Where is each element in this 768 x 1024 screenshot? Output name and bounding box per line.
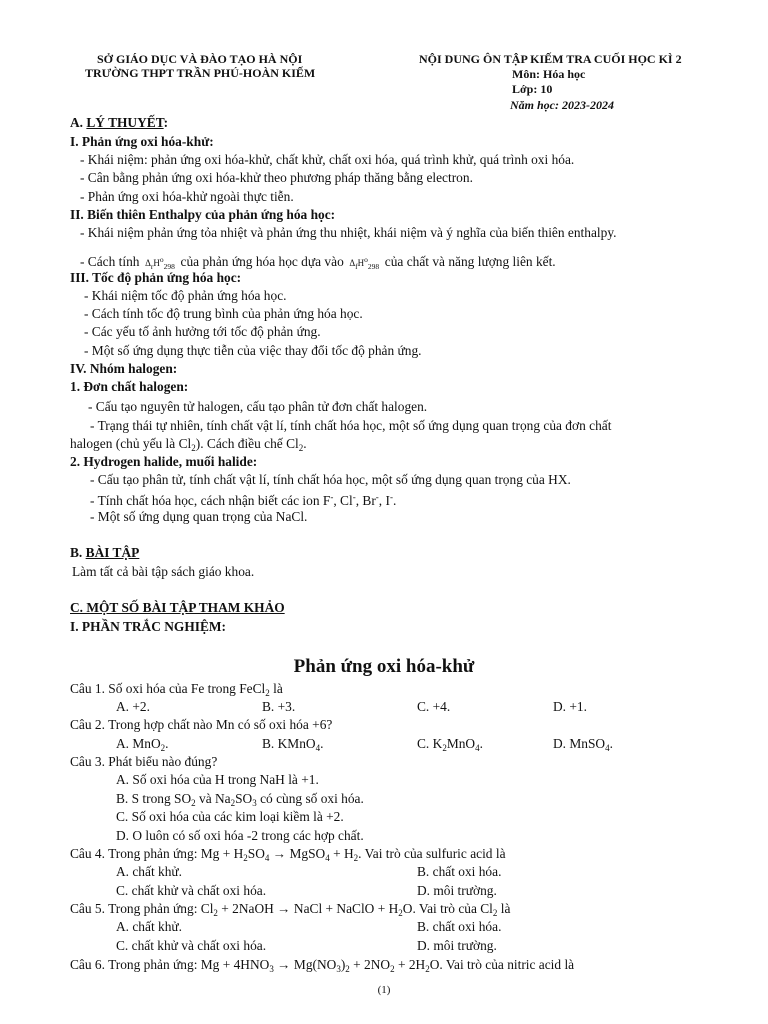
q5-option-c: C. chất khử và chất oxi hóa. — [116, 938, 267, 953]
header-school-year: Năm học: 2023-2024 — [510, 98, 614, 112]
section-a-iii-item: - Các yếu tố ảnh hưởng tới tốc độ phản ứng. — [84, 324, 321, 339]
delta-h-symbol: $\Delta_rH^o_{298}$ — [142, 255, 175, 271]
section-a-ii-item2: - Cách tính $\Delta_rH^o_{298}$ của phản ứng hóa học dựa vào $\Delta_fH^o_{298}$ của chất và năng lượng liên kết. — [80, 254, 556, 271]
section-a-iv2-item: - Cấu tạo phân tử, tính chất vật lí, tính chất hóa học, một số ứng dụng quan trọng của HX. — [90, 472, 571, 487]
q1-option-a: A. +2. — [116, 699, 150, 714]
section-a-iv2-title: 2. Hydrogen halide, muối halide: — [70, 454, 258, 469]
header-department: SỞ GIÁO DỤC VÀ ĐÀO TẠO HÀ NỘI — [97, 52, 303, 66]
question-6: Câu 6. Trong phản ứng: $Mg + 4HNO_3 \to Mg(NO_3)_2 + 2NO_2 + 2H_2O$. Vai trò của nitric acid là — [70, 957, 575, 974]
question-2: Câu 2. Trong hợp chất nào Mn có số oxi hóa +6? — [70, 717, 333, 732]
q4-option-a: A. chất khử. — [116, 864, 183, 879]
section-a-title: LÝ THUYẾT — [86, 115, 164, 130]
q3-option-d: D. O luôn có số oxi hóa -2 trong các hợp chất. — [116, 828, 364, 843]
q4-option-d: D. môi trường. — [417, 883, 497, 898]
question-1: Câu 1. Số oxi hóa của Fe trong FeCl$_2$ là — [70, 681, 283, 698]
section-b-text: Làm tất cả bài tập sách giáo khoa. — [72, 564, 255, 579]
q2-option-d: D. MnSO$_4$. — [553, 736, 613, 753]
q3-option-b: B. S trong $SO_2$ và $Na_2SO_3$ có cùng số oxi hóa. — [116, 791, 364, 808]
section-a-iv2-item: - Tính chất hóa học, cách nhận biết các ion F-, Cl-, Br-, I-. — [90, 492, 397, 508]
section-c-sub: I. PHẦN TRẮC NGHIỆM: — [70, 619, 226, 634]
q4-option-b: B. chất oxi hóa. — [417, 864, 502, 879]
section-a-iv1-item: - Cấu tạo nguyên tử halogen, cấu tạo phân tử đơn chất halogen. — [88, 399, 428, 414]
header-exam-title: NỘI DUNG ÔN TẬP KIẾM TRA CUỐI HỌC KÌ 2 — [419, 52, 682, 66]
section-a-i-item: - Khái niệm: phản ứng oxi hóa-khử, chất khử, chất oxi hóa, quá trình khử, quá trình oxi hóa. — [80, 152, 575, 167]
section-a-iii-item: - Cách tính tốc độ trung bình của phản ứng hóa học. — [84, 306, 363, 321]
section-a-iv1-title: 1. Đơn chất halogen: — [70, 379, 189, 394]
section-a-heading: A. LÝ THUYẾT: — [70, 115, 169, 130]
q4-option-c: C. chất khử và chất oxi hóa. — [116, 883, 267, 898]
section-b-title: BÀI TẬP — [85, 545, 140, 560]
q2-option-a: A. MnO$_2$. — [116, 736, 169, 753]
q3-option-c: C. Số oxi hóa của các kim loại kiềm là +2. — [116, 809, 344, 824]
header-subject: Môn: Hóa học — [512, 67, 586, 81]
header-grade: Lớp: 10 — [512, 82, 553, 96]
section-a-iv1-item: - Trạng thái tự nhiên, tính chất vật lí, tính chất hóa học, một số ứng dụng quan trọng của đơn chất — [90, 418, 612, 433]
section-a-ii-item: - Khái niệm phản ứng tỏa nhiệt và phản ứng thu nhiệt, khái niệm và ý nghĩa của biến thiên enthalpy. — [80, 225, 617, 240]
section-a-iv-title: IV. Nhóm halogen: — [70, 361, 178, 376]
q1-option-b: B. +3. — [262, 699, 296, 714]
q5-option-d: D. môi trường. — [417, 938, 497, 953]
topic-title: Phản ứng oxi hóa-khử — [293, 656, 475, 677]
q5-option-a: A. chất khử. — [116, 919, 183, 934]
section-a-iii-item: - Một số ứng dụng thực tiễn của việc thay đổi tốc độ phản ứng. — [84, 343, 422, 358]
question-4: Câu 4. Trong phản ứng: $Mg + H_2SO_4$ → MgSO$_4$ + $H_2$. Vai trò của sulfuric acid là — [70, 846, 506, 863]
q3-option-a: A. Số oxi hóa của H trong NaH là +1. — [116, 772, 319, 787]
section-a-iv2-item: - Một số ứng dụng quan trọng của NaCl. — [90, 509, 308, 524]
header-school: TRƯỜNG THPT TRẦN PHÚ-HOÀN KIẾM — [85, 66, 316, 80]
section-a-iv1-item-cont: halogen (chủ yếu là $Cl_2$). Cách điều chế $Cl_2$. — [70, 436, 307, 453]
section-c-title: C. MỘT SỐ BÀI TẬP THAM KHẢO — [70, 600, 285, 615]
page-number: (1) — [377, 984, 391, 996]
delta-h-symbol: $\Delta_fH^o_{298}$ — [347, 255, 380, 271]
section-a-iii-item: - Khái niệm tốc độ phản ứng hóa học. — [84, 288, 287, 303]
question-3: Câu 3. Phát biểu nào đúng? — [70, 754, 218, 769]
q1-option-d: D. +1. — [553, 699, 587, 714]
q1-option-c: C. +4. — [417, 699, 451, 714]
q5-option-b: B. chất oxi hóa. — [417, 919, 502, 934]
section-a-i-item: - Cân bằng phản ứng oxi hóa-khử theo phương pháp thăng bằng electron. — [80, 170, 473, 185]
question-5: Câu 5. Trong phản ứng: $Cl_2$ + 2NaOH → NaCl + NaClO + $H_2O$. Vai trò của $Cl_2$ là — [70, 901, 511, 918]
q2-option-b: B. KMnO$_4$. — [262, 736, 324, 753]
q2-option-c: C. $K_2MnO_4$. — [417, 736, 483, 753]
section-a-i-item: - Phản ứng oxi hóa-khử ngoài thực tiễn. — [80, 189, 294, 204]
section-a-iii-title: III. Tốc độ phản ứng hóa học: — [70, 270, 242, 285]
section-b-heading: B. BÀI TẬP — [70, 545, 140, 560]
section-a-ii-title: II. Biến thiên Enthalpy của phản ứng hóa học: — [70, 207, 336, 222]
section-a-i-title: I. Phản ứng oxi hóa-khử: — [70, 134, 214, 149]
